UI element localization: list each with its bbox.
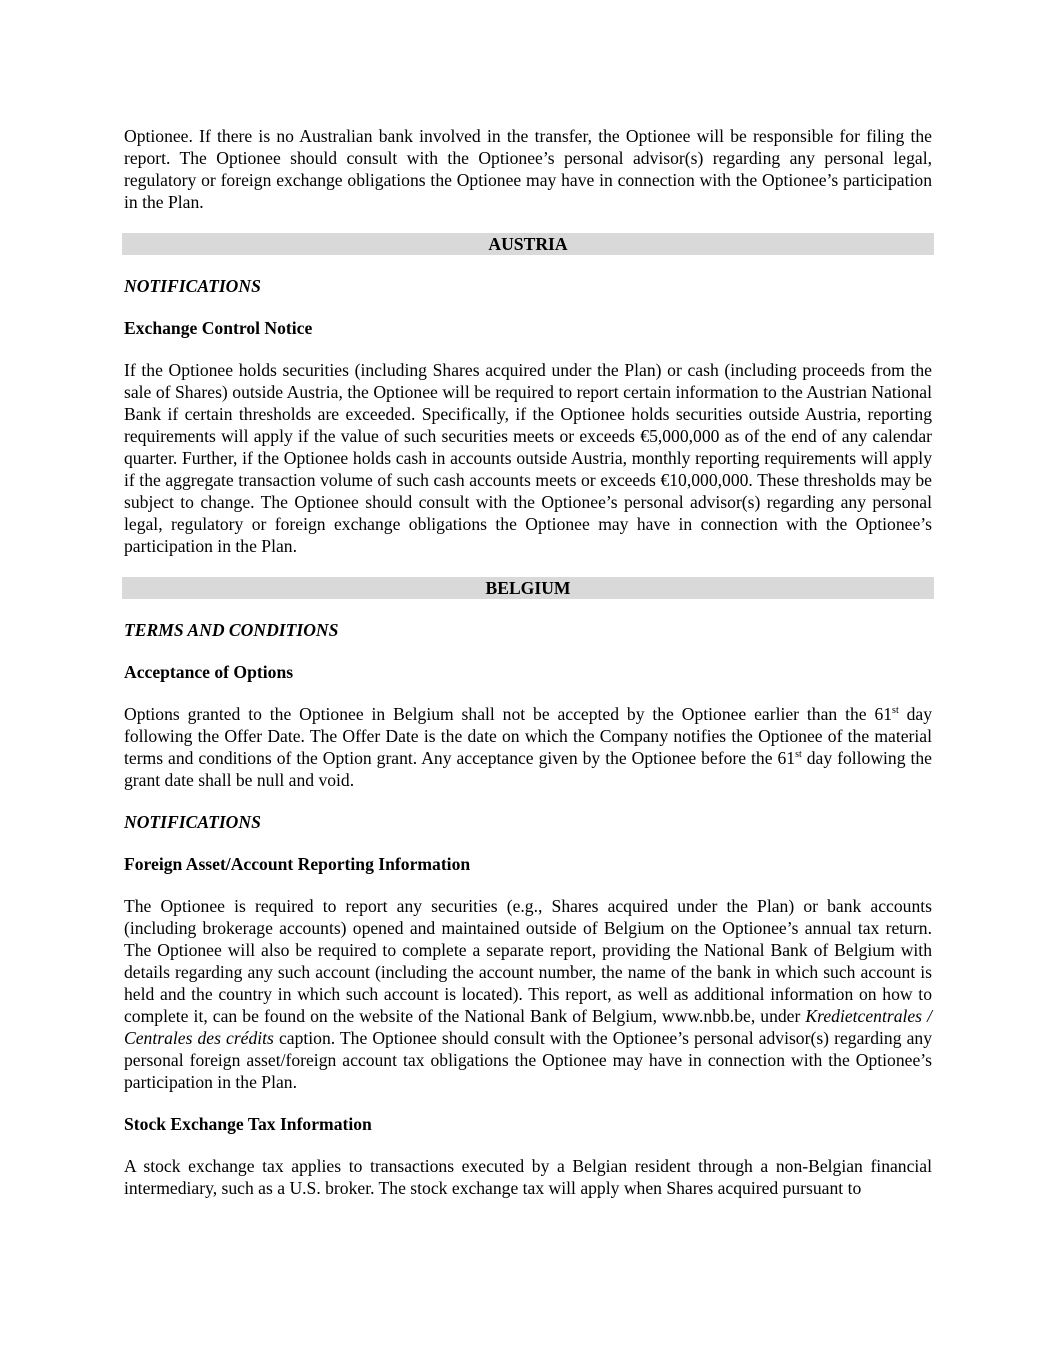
belgium-terms-heading: TERMS AND CONDITIONS bbox=[124, 620, 339, 640]
foreign-asset-paragraph bbox=[124, 895, 932, 1093]
foreign-asset-text-b: caption. The Optionee should consult with the Optionee’s personal advisor(s) regarding any personal foreign asset/foreign account tax obligations the Optionee may have in connection with the Optionee’s participation in the Plan. bbox=[124, 1028, 932, 1092]
foreign-asset-text-a: The Optionee is required to report any securities (e.g., Shares acquired under the Plan) or bank accounts (including brokerage accounts) opened and maintained outside of Belgium on the Optionee’s annual tax return. The Optionee will also be required to complete a separate report, providing the National Bank of Belgium with details regarding any such account (including the account number, the name of the bank in which such account is held and the country in which such account is located). This report, as well as additional information on how to complete it, can be found on the website of the National Bank of Belgium, www.nbb.be, under bbox=[124, 896, 932, 1026]
belgium-notifications-heading: NOTIFICATIONS bbox=[124, 812, 261, 832]
superscript-st: st bbox=[892, 705, 899, 717]
acceptance-heading: Acceptance of Options bbox=[124, 662, 294, 682]
superscript-st: st bbox=[795, 749, 802, 761]
section-band-belgium: BELGIUM bbox=[122, 577, 934, 599]
foreign-asset-heading: Foreign Asset/Account Reporting Information bbox=[124, 854, 471, 874]
acceptance-text-a: Options granted to the Optionee in Belgium shall not be accepted by the Optionee earlier than the 61 bbox=[124, 704, 893, 724]
section-band-austria: AUSTRIA bbox=[122, 233, 934, 255]
exchange-control-paragraph: If the Optionee holds securities (including Shares acquired under the Plan) or cash (including proceeds from the sale of Shares) outside Austria, the Optionee will be required to report certain information to the Austrian National Bank if certain thresholds are exceeded. Specifically, if the Optionee holds securities outside Austria, reporting requirements will apply if the value of such securities meets or exceeds €5,000,000 as of the end of any calendar quarter. Further, if the Optionee holds cash in accounts outside Austria, monthly reporting requirements will apply if the aggregate transaction volume of such cash accounts meets or exceeds €10,000,000. These thresholds may be subject to change. The Optionee should consult with the Optionee’s personal advisor(s) regarding any personal legal, regulatory or foreign exchange obligations the Optionee may have in connection with the Optionee’s participation in the Plan. bbox=[124, 360, 932, 556]
foreign-asset-caption-italic: Kredietcentrales / Centrales des crédits bbox=[124, 1006, 932, 1048]
acceptance-text-b: day following the Offer Date. The Offer Date is the date on which the Company notifies the Optionee of the material terms and conditions of the Option grant. Any acceptance given by the Optionee before the 61 bbox=[124, 704, 932, 768]
stock-exchange-tax-heading: Stock Exchange Tax Information bbox=[124, 1114, 372, 1134]
stock-exchange-tax-paragraph: A stock exchange tax applies to transactions executed by a Belgian resident through a non-Belgian financial intermediary, such as a U.S. broker. The stock exchange tax will apply when Shares acquired pursuant to bbox=[124, 1156, 932, 1198]
acceptance-paragraph bbox=[124, 703, 932, 791]
australia-continuation-paragraph: Optionee. If there is no Australian bank involved in the transfer, the Optionee will be responsible for filing the report. The Optionee should consult with the Optionee’s personal advisor(s) regarding any personal legal, regulatory or foreign exchange obligations the Optionee may have in connection with the Optionee’s participation in the Plan. bbox=[124, 126, 932, 212]
austria-notifications-heading: NOTIFICATIONS bbox=[124, 276, 261, 296]
exchange-control-heading: Exchange Control Notice bbox=[124, 318, 313, 338]
acceptance-text-c: day following the grant date shall be null and void. bbox=[124, 748, 932, 790]
document-page bbox=[124, 125, 932, 1199]
